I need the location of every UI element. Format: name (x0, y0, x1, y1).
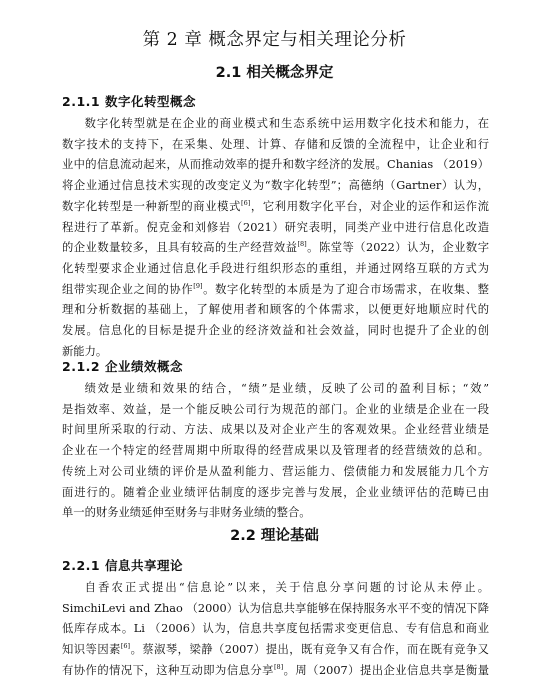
text-line (62, 640, 489, 661)
text-line: 新能力。 (62, 344, 108, 358)
text-fragment: 。数字化转型的本质是为了迎合市场需求，在收集、整 (202, 282, 489, 296)
text-fragment: 。陈堂等（2022）认为，企业数字 (306, 241, 489, 255)
text-line: SimchiLevi and Zhao （2000）认为信息共享能够在保持服务水平不变的情况下降 (62, 601, 489, 615)
text-fragment: ，它利用数字化平台，对企业的运作和运作流 (250, 199, 489, 213)
text-line: 单一的财务业绩延伸至财务与非财务业绩的整合。 (62, 506, 311, 520)
citation-marker: [9] (193, 281, 203, 290)
text-fragment: 。周（2007）提出企业信息共享是衡量 (283, 663, 489, 677)
text-line: 面进行的。随着企业业绩评估制度的逐步完善与发展，企业业绩评估的范畴已由 (62, 485, 489, 499)
text-line: 自香农正式提出“信息论”以来，关于信息分享问题的讨论从未停止。 (84, 581, 489, 594)
text-line: 企业在一个特定的经营周期中所取得的经营成果以及管理者的经营绩效的总和。 (62, 444, 489, 458)
subsection-title-2-1-2: 2.1.2 企业绩效概念 (62, 359, 183, 374)
text-line: 业中的信息流动起来，从而推动效率的提升和数字经济的发展。Chanias （2019） (62, 158, 489, 172)
text-line: 将企业通过信息技术实现的改变定义为“数字化转型”；高德纳（Gartner）认为， (62, 179, 489, 193)
text-line: 传统上对公司业绩的评价是从盈利能力、营运能力、偿债能力和发展能力几个方 (62, 464, 489, 478)
section-title-2-2: 2.2 理论基础 (230, 528, 319, 544)
text-line: 低库存成本。Li （2006）认为，信息共享度包括需求变更信息、专有信息和商业 (62, 622, 489, 636)
text-line (62, 280, 489, 301)
text-fragment: 。蔡淑琴，梁静（2007）提出，既有竞争又有合作，而在既有竞争又 (130, 643, 489, 657)
text-line (62, 661, 489, 682)
citation-marker: [8] (273, 662, 284, 671)
text-fragment: 有协作的情况下，这种互动即为信息分享 (62, 663, 274, 677)
text-fragment: 知识等因素 (62, 643, 121, 657)
chapter-title: 第 2 章 概念界定与相关理论分析 (142, 30, 407, 50)
text-line (62, 197, 489, 218)
text-line: 发展。信息化的目标是提升企业的经济效益和社会效益，同时也提升了企业的创 (62, 324, 489, 338)
text-line: 数字化转型就是在企业的商业模式和生态系统中运用数字化技术和能力，在 (84, 117, 489, 130)
text-line: 数字技术的支持下，在采集、处理、计算、存储和反馈的全流程中，让企业和行 (62, 137, 489, 151)
section-title-2-1: 2.1 相关概念界定 (215, 65, 334, 81)
text-fragment: 数字化转型是一种新型的商业模式 (62, 199, 242, 213)
text-fragment: 组带实现企业之间的协作 (62, 282, 194, 296)
paragraph-digital-transformation (62, 114, 489, 362)
subsection-title-2-2-1: 2.2.1 信息共享理论 (62, 558, 183, 573)
text-line: 时间里所采取的行动、方法、成果以及对企业产生的客观效果。企业经营业绩是 (62, 423, 489, 437)
text-line (62, 238, 489, 259)
citation-marker: [8] (297, 240, 307, 249)
paragraph-information-sharing (62, 578, 489, 682)
citation-marker: [6] (241, 198, 251, 207)
text-fragment: 的企业数量较多，且具有较高的生产经营效益 (62, 241, 298, 255)
citation-marker: [6] (120, 642, 131, 651)
text-line: 化转型要求企业通过信息化手段进行组织形态的重组，并通过网络互联的方式为 (62, 261, 489, 275)
text-line: 是指效率、效益，是一个能反映公司行为规范的部门。企业的业绩是企业在一段 (62, 402, 489, 416)
text-line: 绩效是业绩和效果的结合，“绩”是业绩，反映了公司的盈利目标；“效” (84, 382, 489, 395)
text-line: 程进行了革新。倪克金和刘修岩（2021）研究表明，同类产业中进行信息化改造 (62, 220, 489, 234)
paragraph-enterprise-performance (62, 379, 489, 524)
text-line: 理和分析数据的基础上，了解使用者和顾客的个体需求，以便更好地顺应时代的 (62, 303, 489, 317)
subsection-title-2-1-1: 2.1.1 数字化转型概念 (62, 94, 196, 109)
